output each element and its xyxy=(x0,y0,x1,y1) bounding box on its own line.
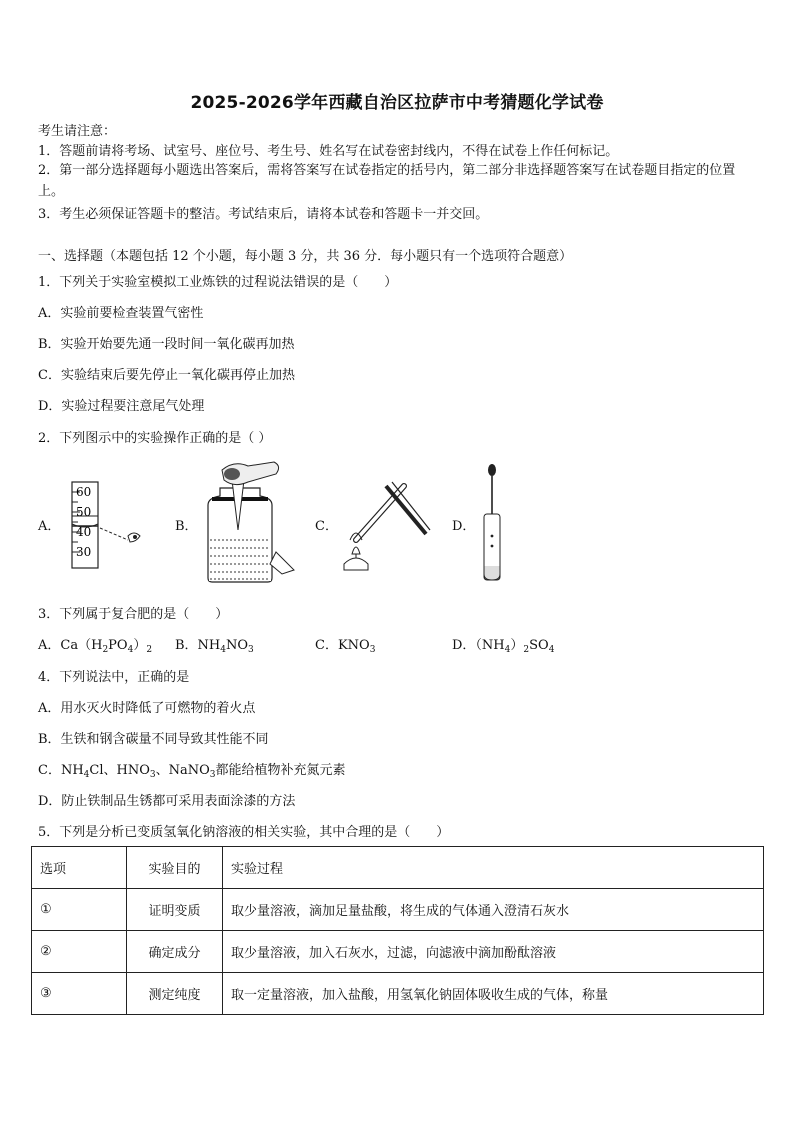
page-title: 2025-2026学年西藏自治区拉萨市中考猜题化学试卷 xyxy=(190,93,604,113)
section-heading: 一、选择题（本题包括 12 个小题，每小题 3 分，共 36 分．每小题只有一个选项符合题意） xyxy=(38,249,573,264)
table-header-row xyxy=(32,847,764,889)
table-row xyxy=(32,931,764,973)
q2-label-d: D． xyxy=(452,519,476,534)
q1-option-d: D．实验过程要注意尾气处理 xyxy=(38,399,205,414)
cell-process: 取一定量溶液，加入盐酸，用氢氧化钠固体吸收生成的气体，称量 xyxy=(223,973,764,1015)
q3-option-a: A．$Ca(H_2PO_4)_2$ xyxy=(38,638,153,655)
notice-item-1: 1．答题前请将考场、试室号、座位号、考生号、姓名写在试卷密封线内，不得在试卷上作任何标记。 xyxy=(38,144,619,159)
q2-label-c: C． xyxy=(315,519,338,534)
tick-60: 60 xyxy=(76,485,92,499)
cell-process: 取少量溶液，滴加足量盐酸，将生成的气体通入澄清石灰水 xyxy=(223,889,764,931)
q3-option-c: C．$KNO_3$ xyxy=(315,638,376,655)
q2-label-a: A． xyxy=(38,519,61,534)
table-row xyxy=(32,973,764,1015)
cell-purpose: 确定成分 xyxy=(127,931,223,973)
q1-option-c: C．实验结束后要先停止一氧化碳再停止加热 xyxy=(38,368,295,383)
q1-option-b: B．实验开始要先通一段时间一氧化碳再加热 xyxy=(38,337,295,352)
header-option: 选项 xyxy=(32,847,127,889)
q2-label-b: B． xyxy=(175,519,198,534)
tick-30: 30 xyxy=(76,545,92,559)
q4-stem: 4．下列说法中，正确的是 xyxy=(38,670,190,685)
cell-option: ③ xyxy=(32,973,127,1015)
q5-table xyxy=(31,846,764,1015)
cell-option: ② xyxy=(32,931,127,973)
q4-option-d: D．防止铁制品生锈都可采用表面涂漆的方法 xyxy=(38,794,296,809)
tick-40: 40 xyxy=(76,525,92,539)
notice-item-2: 2．第一部分选择题每小题选出答案后，需将答案写在试卷指定的括号内，第二部分非选择题答案写在试卷题目指定的位置上。 xyxy=(38,163,736,199)
heating-tube-figure xyxy=(336,478,436,578)
q4-option-b: B．生铁和钢含碳量不同导致其性能不同 xyxy=(38,732,269,747)
q4-option-a: A．用水灭火时降低了可燃物的着火点 xyxy=(38,701,256,716)
notice-heading: 考生请注意： xyxy=(38,124,117,139)
q4-option-c: C．$NH_4Cl$、$HNO_3$、NaNO$_3$都能给植物补充氮元素 xyxy=(38,763,346,780)
cell-option: ① xyxy=(32,889,127,931)
q5-stem: 5．下列是分析已变质氢氧化钠溶液的相关实验，其中合理的是（ ） xyxy=(38,825,450,840)
q1-stem: 1．下列关于实验室模拟工业炼铁的过程说法错误的是（ ） xyxy=(38,275,398,290)
q1-option-a: A．实验前要检查装置气密性 xyxy=(38,306,204,321)
dropper-tube-figure xyxy=(478,462,508,584)
q3-option-b: B．$NH_4NO_3$ xyxy=(175,638,254,655)
cylinder-reading-figure xyxy=(60,478,150,570)
cell-purpose: 证明变质 xyxy=(127,889,223,931)
pouring-liquid-figure xyxy=(198,460,308,585)
cell-process: 取少量溶液，加入石灰水，过滤，向滤液中滴加酚酞溶液 xyxy=(223,931,764,973)
q2-stem: 2．下列图示中的实验操作正确的是（ ） xyxy=(38,431,272,446)
header-purpose: 实验目的 xyxy=(127,847,223,889)
tick-50: 50 xyxy=(76,505,92,519)
table-row xyxy=(32,889,764,931)
q3-stem: 3．下列属于复合肥的是（ ） xyxy=(38,607,229,622)
header-process: 实验过程 xyxy=(223,847,764,889)
stopper-icon xyxy=(270,552,294,574)
notice-item-3: 3．考生必须保证答题卡的整洁。考试结束后，请将本试卷和答题卡一并交回。 xyxy=(38,207,489,222)
cell-purpose: 测定纯度 xyxy=(127,973,223,1015)
q3-option-d: D．$(NH_4)_2SO_4$ xyxy=(452,638,555,655)
